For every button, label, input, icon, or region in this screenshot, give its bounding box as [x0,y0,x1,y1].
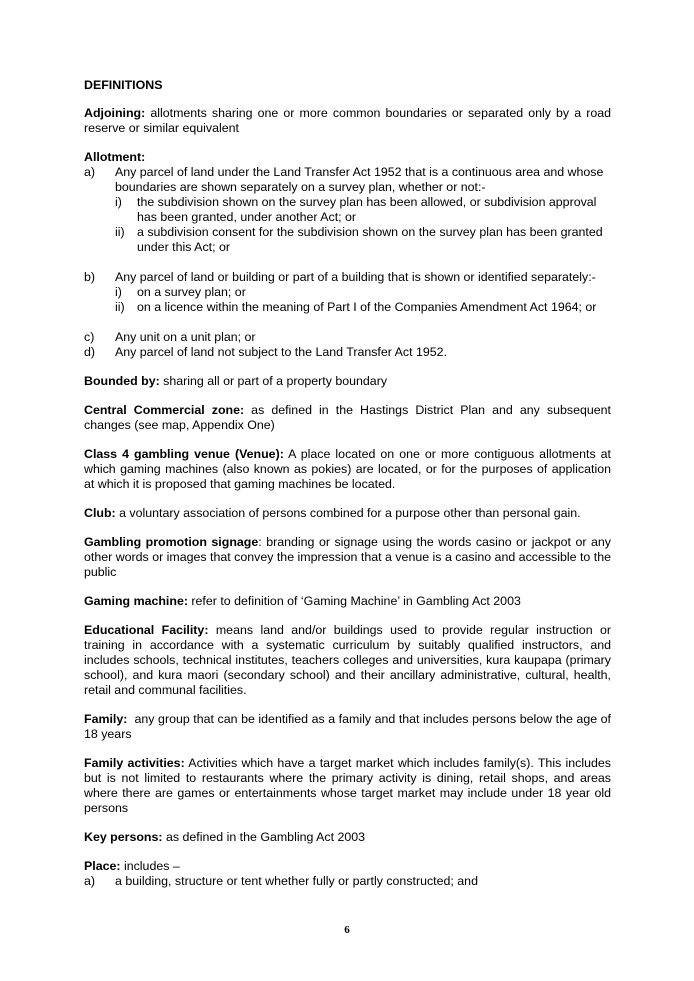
list-text: the subdivision shown on the survey plan has been allowed, or subdivision approval has been granted, under another Act; or [137,195,597,224]
definition-club [84,506,611,521]
list-text: Any parcel of land or building or part of a building that is shown or identified separately:- [115,270,596,284]
definition-bounded-by [84,374,611,389]
list-item [84,165,611,255]
list-label: a) [84,165,96,179]
definition-text: as defined in the Hastings District Plan and any subsequent changes (see map, Appendix One) [84,403,611,432]
list-label: a) [84,874,96,888]
list-text: Any unit on a unit plan; or [115,330,256,344]
definition-term: Key persons: [84,830,163,844]
page-title: DEFINITIONS [84,78,163,92]
list-label: ii) [115,300,125,314]
list-label: i) [115,285,122,299]
definition-key-persons [84,830,611,845]
definition-text: allotments sharing one or more common boundaries or separated only by a road reserve or similar equivalent [84,106,611,135]
definition-family [84,712,615,742]
sub-list-item [115,300,611,315]
definition-term: Class 4 gambling venue (Venue): [84,447,284,461]
definition-term: Family: [84,712,128,726]
definition-term: Club: [84,506,116,520]
list-item [84,345,611,360]
definition-text: refer to definition of ‘Gaming Machine’ in Gambling Act 2003 [187,594,521,608]
definition-term: Family activities: [84,756,185,770]
definition-term: Central Commercial zone: [84,403,245,417]
sub-list-item [115,285,611,300]
list-label: i) [115,195,122,209]
definition-allotment [84,150,611,360]
document-page [84,78,615,903]
definition-term: Gaming machine: [84,594,188,608]
definition-text: : branding or signage using the words casino or jackpot or any other words or images that convey the impression that a venue is a casino and accessible to the public [84,535,611,579]
definition-term: Place: [84,859,121,873]
page-number: 6 [344,924,350,936]
definition-term: Allotment: [84,150,146,164]
definition-gaming-machine [84,594,611,609]
definition-text: Activities which have a target market which includes family(s). This includes but is not limited to restaurants where the primary activity is dining, retail shops, and areas where there are games or entertainments whose target market may include under 18 year old persons [84,756,612,815]
definition-educational-facility [84,623,611,698]
definition-text: a voluntary association of persons combined for a purpose other than personal gain. [115,506,581,520]
definition-term: Educational Facility: [84,623,209,637]
definition-term: Bounded by: [84,374,160,388]
list-label: b) [84,270,96,284]
sub-list-item [115,195,611,225]
definition-adjoining [84,106,611,136]
list-text: Any parcel of land not subject to the Land Transfer Act 1952. [115,345,448,359]
definition-family-activities [84,756,611,816]
list-label: d) [84,345,96,359]
definition-class-4-venue [84,447,611,492]
definition-term: Adjoining: [84,106,146,120]
list-text: a subdivision consent for the subdivision shown on the survey plan has been granted under this Act; or [137,225,603,254]
definition-place [84,859,611,889]
list-item [84,270,611,315]
definition-text: as defined in the Gambling Act 2003 [162,830,366,844]
list-text: a building, structure or tent whether fully or partly constructed; and [115,874,478,888]
list-item [84,330,611,345]
list-label: c) [84,330,95,344]
definition-text: includes – [120,859,180,873]
definition-text: A place located on one or more contiguous allotments at which gaming machines (also known as pokies) are located, or for the purposes of application at which it is proposed that gaming machines be located. [84,447,612,491]
list-text: Any parcel of land under the Land Transfer Act 1952 that is a continuous area and whose boundaries are shown separately on a survey plan, whether or not:- [115,165,604,194]
definition-gambling-promotion-signage [84,535,611,580]
list-text: on a licence within the meaning of Part I of the Companies Amendment Act 1964; or [137,300,597,314]
list-item [84,874,611,889]
definition-text: any group that can be identified as a family and that includes persons below the age of 18 years [84,712,615,741]
list-text: on a survey plan; or [137,285,246,299]
sub-list-item [115,225,611,255]
definition-central-commercial-zone [84,403,611,433]
definition-text: sharing all or part of a property boundary [159,374,388,388]
list-label: ii) [115,225,125,239]
definition-term: Gambling promotion signage [84,535,259,549]
definition-text: means land and/or buildings used to provide regular instruction or training in accordance with a systematic curriculum by suitably qualified instructors, and includes schools, technical institutes, teachers colleges and universities, kura kaupapa (primary school), and kura maori (secondary school) and their ancillary administrative, cultural, health, retail and communal facilities. [84,623,611,697]
